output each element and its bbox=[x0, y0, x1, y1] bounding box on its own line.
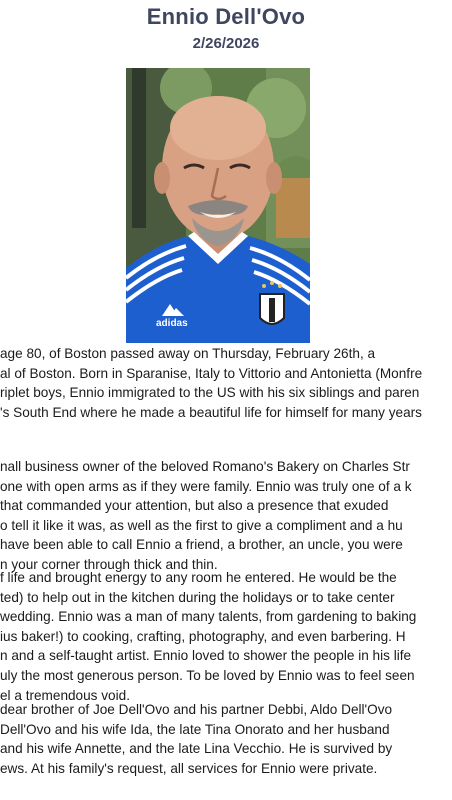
text-line: one with open arms as if they were family. Ennio was truly one of a k bbox=[0, 478, 412, 494]
text-line: ews. At his family's request, all services for Ennio were private. bbox=[0, 760, 378, 776]
text-line: al of Boston. Born in Sparanise, Italy to Vittorio and Antonietta (Monfre bbox=[0, 365, 423, 381]
portrait-photo bbox=[126, 68, 310, 343]
text-line: uly the most generous person. To be loved by Ennio was to feel seen bbox=[0, 667, 415, 683]
obituary-name: Ennio Dell'Ovo bbox=[146, 4, 306, 29]
portrait-illustration bbox=[126, 68, 310, 343]
text-line: f life and brought energy to any room he entered. He would be the bbox=[0, 570, 397, 585]
text-line: el a tremendous void. bbox=[0, 687, 130, 703]
obituary-paragraph-1 bbox=[0, 344, 452, 422]
text-line: age 80, of Boston passed away on Thursday, February 26th, a bbox=[0, 346, 376, 361]
text-line: Dell'Ovo and his wife Ida, the late Tina Onorato and her husband bbox=[0, 721, 390, 737]
text-line: riplet boys, Ennio immigrated to the US with his six siblings and paren bbox=[0, 385, 420, 401]
text-line: ted) to help out in the kitchen during the holidays or to take center bbox=[0, 589, 395, 605]
text-line: o tell it like it was, as well as the first to give a compliment and a hu bbox=[0, 517, 403, 533]
text-line: wedding. Ennio was a man of many talents, from gardening to baking bbox=[0, 609, 417, 625]
text-line: dear brother of Joe Dell'Ovo and his partner Debbi, Aldo Dell'Ovo bbox=[0, 702, 393, 717]
text-line: 's South End where he made a beautiful life for himself for many years bbox=[0, 404, 422, 420]
obituary-paragraph-4 bbox=[0, 700, 452, 778]
text-line: that commanded your attention, but also a presence that exuded bbox=[0, 498, 389, 514]
text-line: n and a self-taught artist. Ennio loved to shower the people in his life bbox=[0, 648, 412, 664]
obituary-date: 2/26/2026 bbox=[192, 35, 260, 52]
text-line: and his wife Annette, and the late Lina Vecchio. He is survived by bbox=[0, 741, 393, 757]
text-line: ius baker!) to cooking, crafting, photography, and even barbering. H bbox=[0, 628, 406, 644]
obituary-paragraph-3 bbox=[0, 568, 452, 705]
text-line: have been able to call Ennio a friend, a brother, an uncle, you were bbox=[0, 537, 403, 553]
obituary-paragraph-2 bbox=[0, 457, 452, 575]
text-line: n your corner through thick and thin. bbox=[0, 556, 218, 572]
text-line: nall business owner of the beloved Romano's Bakery on Charles Str bbox=[0, 459, 410, 474]
shirt-logo-text: adidas bbox=[156, 318, 188, 329]
